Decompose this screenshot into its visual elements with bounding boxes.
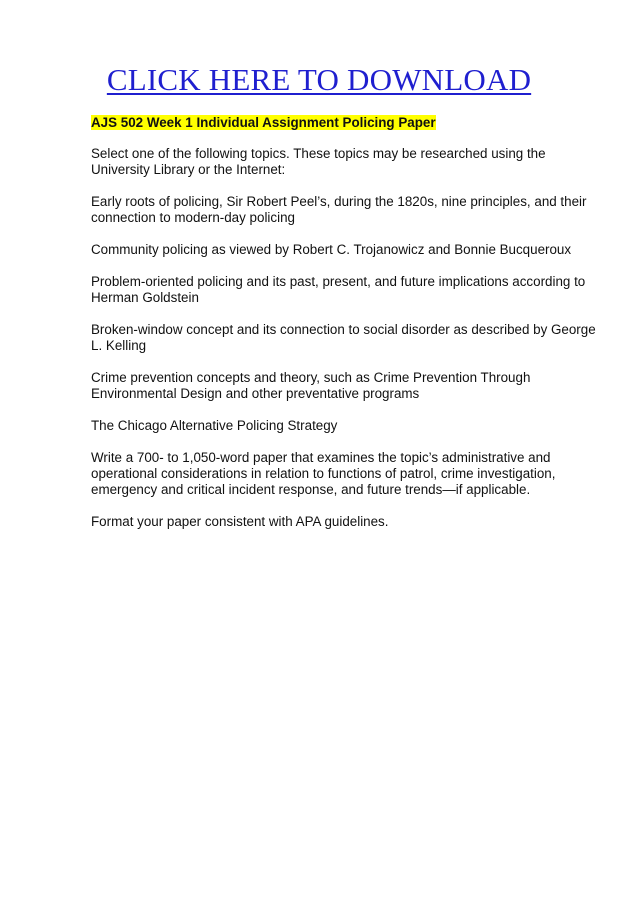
topic-broken-window: Broken-window concept and its connection to social disorder as described by George L. Kelling bbox=[91, 322, 596, 353]
assignment-heading bbox=[91, 115, 601, 131]
document-body bbox=[91, 115, 601, 546]
topic-crime-prevention: Crime prevention concepts and theory, such as Crime Prevention Through Environmental Design and other preventative programs bbox=[91, 370, 531, 401]
topic-chicago-strategy: The Chicago Alternative Policing Strategy bbox=[91, 418, 338, 433]
intro-paragraph: Select one of the following topics. These topics may be researched using the University Library or the Internet: bbox=[91, 146, 546, 177]
topic-problem-oriented: Problem-oriented policing and its past, present, and future implications according to Herman Goldstein bbox=[91, 274, 586, 305]
topic-early-roots: Early roots of policing, Sir Robert Peel’s, during the 1820s, nine principles, and their connection to modern-day policing bbox=[91, 194, 587, 225]
download-link[interactable]: CLICK HERE TO DOWNLOAD bbox=[106, 62, 532, 97]
highlighted-heading-text: AJS 502 Week 1 Individual Assignment Policing Paper bbox=[91, 115, 436, 130]
topic-community-policing: Community policing as viewed by Robert C. Trojanowicz and Bonnie Bucqueroux bbox=[91, 242, 572, 257]
format-instructions: Format your paper consistent with APA guidelines. bbox=[91, 514, 389, 529]
assignment-instructions: Write a 700- to 1,050-word paper that examines the topic’s administrative and operational considerations in relation to functions of patrol, crime investigation, emergency and critical incident response, and future trends—if applicable. bbox=[91, 450, 556, 497]
